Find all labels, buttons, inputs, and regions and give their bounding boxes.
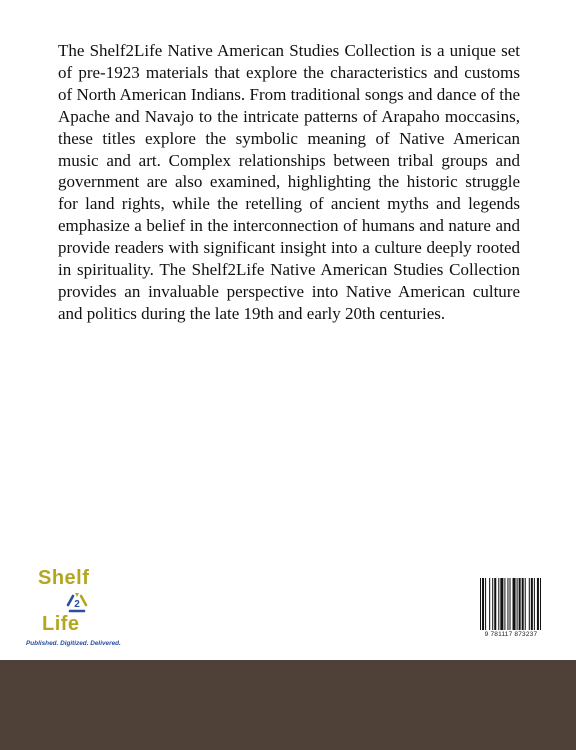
barcode-bar: [534, 578, 535, 630]
barcode-bar: [485, 578, 486, 630]
barcode-bar: [525, 578, 526, 630]
barcode-bar: [489, 578, 490, 630]
barcode-bars: [480, 578, 542, 630]
recycle-arrows-icon: [64, 591, 90, 615]
description-text: The Shelf2Life Native American Studies Collection is a unique set of pre-1923 materials that explore the characteristics and customs of North American Indians. From traditional songs and dance of the Apache and Navajo to the intricate patterns of Arapaho moccasins, these titles explore the symbolic meaning of Native American music and art. Complex relationships between tribal groups and government are also examined, highlighting the historic struggle for land rights, while the retelling of ancient myths and legends emphasize a belief in the interconnection of humans and nature and provide readers with significant insight into a culture deeply rooted in spirituality. The Shelf2Life Native American Studies Collection provides an invaluable perspective into Native American culture and politics during the late 19th and early 20th centuries.: [58, 41, 520, 323]
barcode-bar: [531, 578, 533, 630]
barcode-bar: [494, 578, 496, 630]
barcode-bar: [492, 578, 493, 630]
barcode-bar: [498, 578, 499, 630]
barcode-bar: [517, 578, 518, 630]
isbn-barcode: [478, 578, 544, 644]
barcode-bar: [500, 578, 503, 630]
barcode-bar: [513, 578, 516, 630]
barcode-bar: [522, 578, 524, 630]
shelf2life-logo: [26, 565, 126, 655]
barcode-bar: [480, 578, 481, 630]
logo-mark-number: 2: [74, 599, 80, 610]
barcode-bar: [509, 578, 510, 630]
barcode-bar: [537, 578, 539, 630]
barcode-bar: [529, 578, 530, 630]
barcode-bar: [519, 578, 521, 630]
logo-word-life: Life: [42, 613, 80, 635]
isbn-digits: 9 781117 873237: [484, 631, 538, 638]
barcode-bar: [507, 578, 508, 630]
logo-tagline: Published. Digitized. Delivered.: [26, 640, 121, 647]
footer-band: [0, 660, 576, 750]
logo-word-shelf: Shelf: [38, 567, 90, 589]
barcode-bar: [540, 578, 541, 630]
barcode-bar: [504, 578, 505, 630]
barcode-bar: [482, 578, 484, 630]
